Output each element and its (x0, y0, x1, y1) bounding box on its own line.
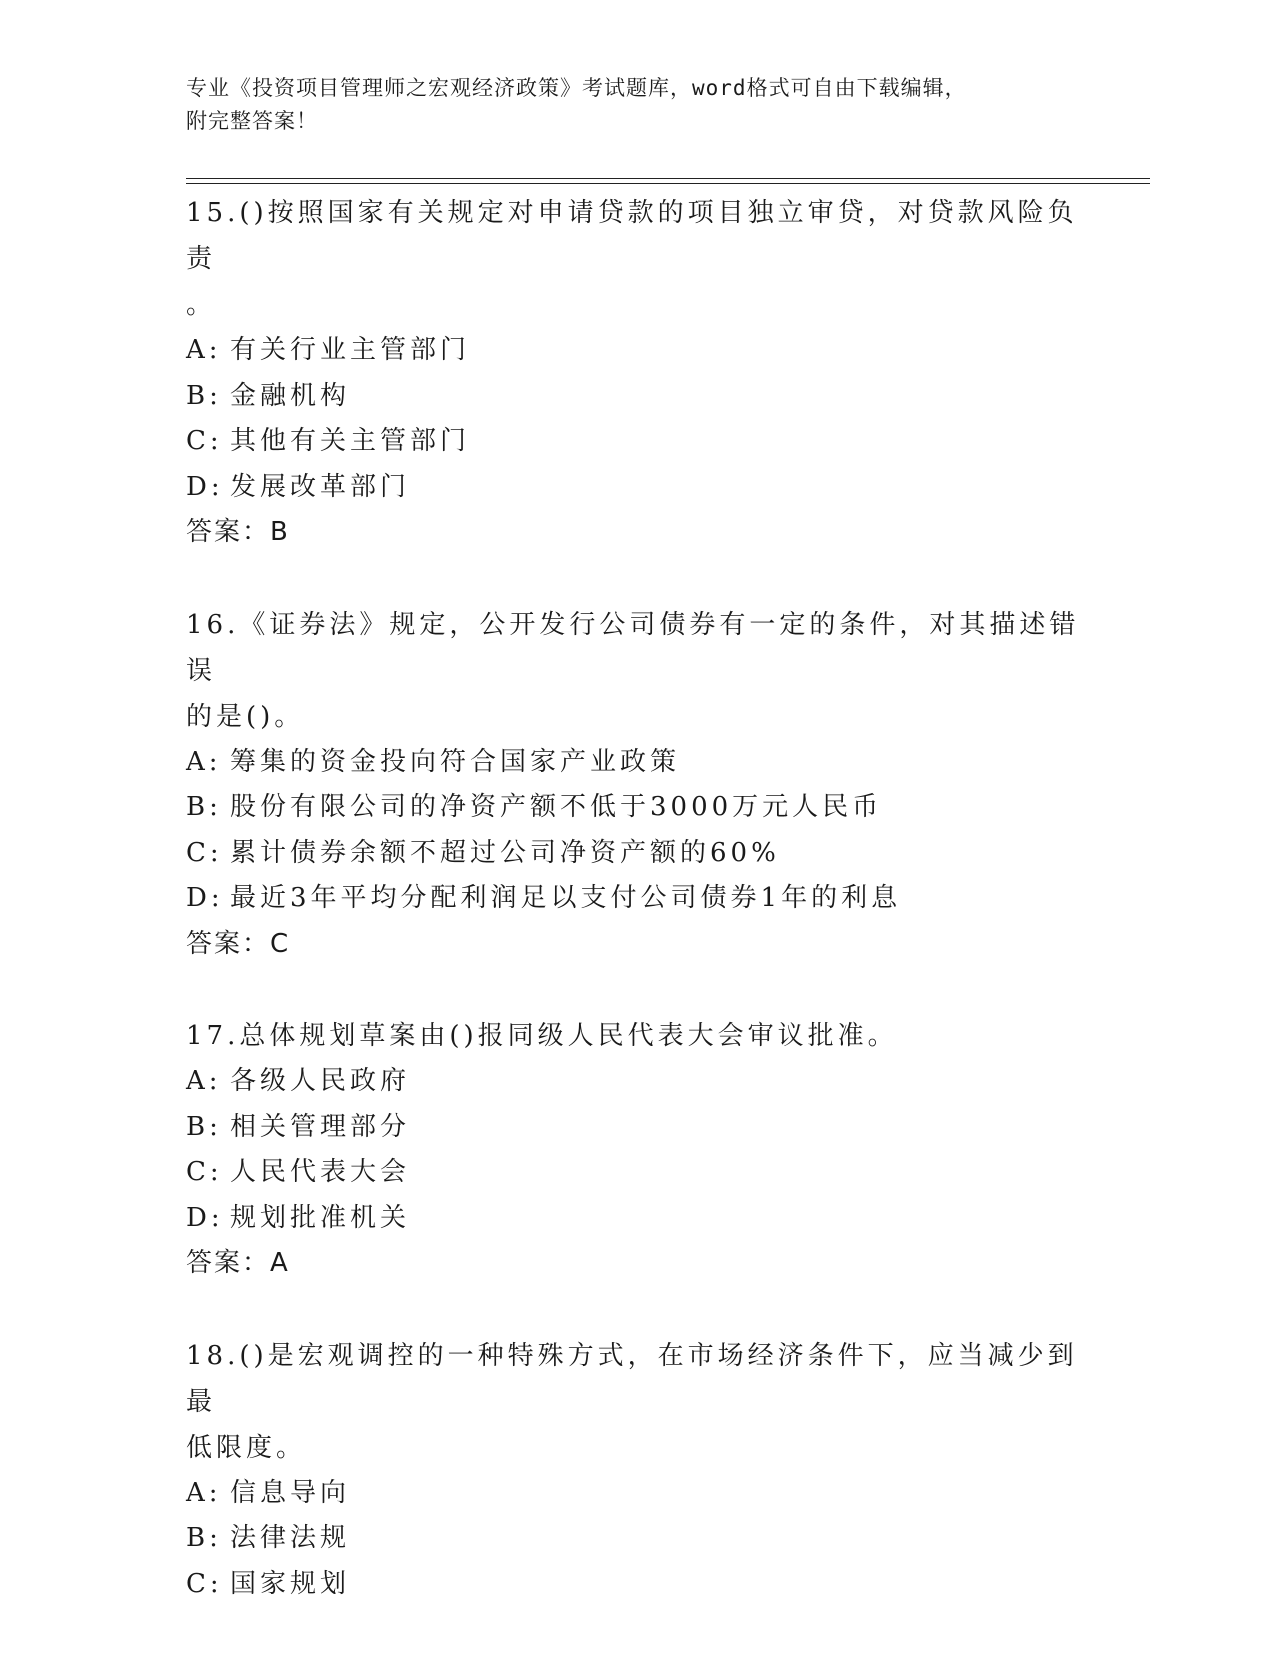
option-key: C: (186, 1568, 223, 1599)
option-key: B: (186, 792, 222, 822)
option-c (186, 1562, 1086, 1608)
question-stem-line: 。 (186, 290, 217, 320)
header-line-1: 专业《投资项目管理师之宏观经济政策》考试题库，word格式可自由下载编辑， (186, 76, 967, 100)
question-stem-line: 18.()是宏观调控的一种特殊方式，在市场经济条件下，应当减少到最 (186, 1340, 1078, 1417)
option-d (186, 465, 1086, 511)
option-key: C: (186, 1157, 223, 1187)
question-15 (186, 190, 1086, 556)
header-divider-bottom (186, 183, 1150, 184)
answer-line: 答案：C (186, 928, 291, 959)
question-stem-line: 低限度。 (186, 1432, 307, 1463)
option-text: 筹集的资金投向符合国家产业政策 (230, 746, 681, 777)
option-b (186, 1516, 1086, 1562)
option-b (186, 785, 1086, 831)
option-c (186, 1150, 1086, 1196)
option-text: 国家规划 (230, 1568, 351, 1599)
header-line-2: 附完整答案！ (186, 109, 318, 133)
option-key: B: (186, 380, 222, 411)
option-c (186, 831, 1086, 877)
answer-line: 答案：B (186, 517, 290, 547)
option-key: B: (186, 1111, 222, 1142)
option-text: 累计债券余额不超过公司净资产额的60% (230, 837, 780, 868)
question-18 (186, 1333, 1086, 1608)
option-text: 规划批准机关 (230, 1202, 411, 1233)
option-text: 其他有关主管部门 (230, 426, 471, 456)
option-b (186, 374, 1086, 420)
question-17 (186, 1013, 1086, 1287)
option-key: A: (186, 1066, 222, 1096)
option-key: A: (186, 335, 222, 365)
question-stem-line: 16.《证券法》规定，公开发行公司债券有一定的条件，对其描述错误 (186, 609, 1080, 686)
question-16 (186, 602, 1086, 968)
option-d (186, 876, 1086, 922)
header-divider-top (186, 178, 1150, 179)
option-text: 各级人民政府 (230, 1066, 411, 1096)
question-stem-line: 的是()。 (186, 701, 305, 732)
option-text: 股份有限公司的净资产额不低于3000万元人民币 (230, 792, 883, 822)
option-text: 相关管理部分 (230, 1111, 411, 1142)
option-key: A: (186, 746, 222, 777)
option-a (186, 328, 1086, 374)
answer-line: 答案：A (186, 1248, 290, 1278)
option-key: D: (186, 471, 224, 502)
option-key: C: (186, 426, 223, 456)
option-text: 有关行业主管部门 (230, 335, 471, 365)
option-c (186, 419, 1086, 465)
question-stem-line: 15.()按照国家有关规定对申请贷款的项目独立审贷，对贷款风险负责 (186, 198, 1078, 274)
option-text: 发展改革部门 (230, 471, 411, 502)
option-key: A: (186, 1477, 222, 1508)
option-a (186, 1059, 1086, 1105)
option-d (186, 1196, 1086, 1242)
option-text: 最近3年平均分配利润足以支付公司债券1年的利息 (230, 883, 902, 913)
question-stem-line: 17.总体规划草案由()报同级人民代表大会审议批准。 (186, 1021, 898, 1051)
document-header (186, 72, 1086, 138)
option-text: 法律法规 (230, 1523, 351, 1553)
question-list (186, 190, 1086, 1653)
option-text: 信息导向 (230, 1477, 351, 1508)
option-text: 人民代表大会 (230, 1157, 411, 1187)
option-text: 金融机构 (230, 380, 351, 411)
option-b (186, 1105, 1086, 1151)
option-key: D: (186, 883, 224, 913)
option-a (186, 740, 1086, 786)
option-key: B: (186, 1523, 222, 1553)
option-a (186, 1471, 1086, 1517)
option-key: D: (186, 1202, 224, 1233)
option-key: C: (186, 837, 223, 868)
